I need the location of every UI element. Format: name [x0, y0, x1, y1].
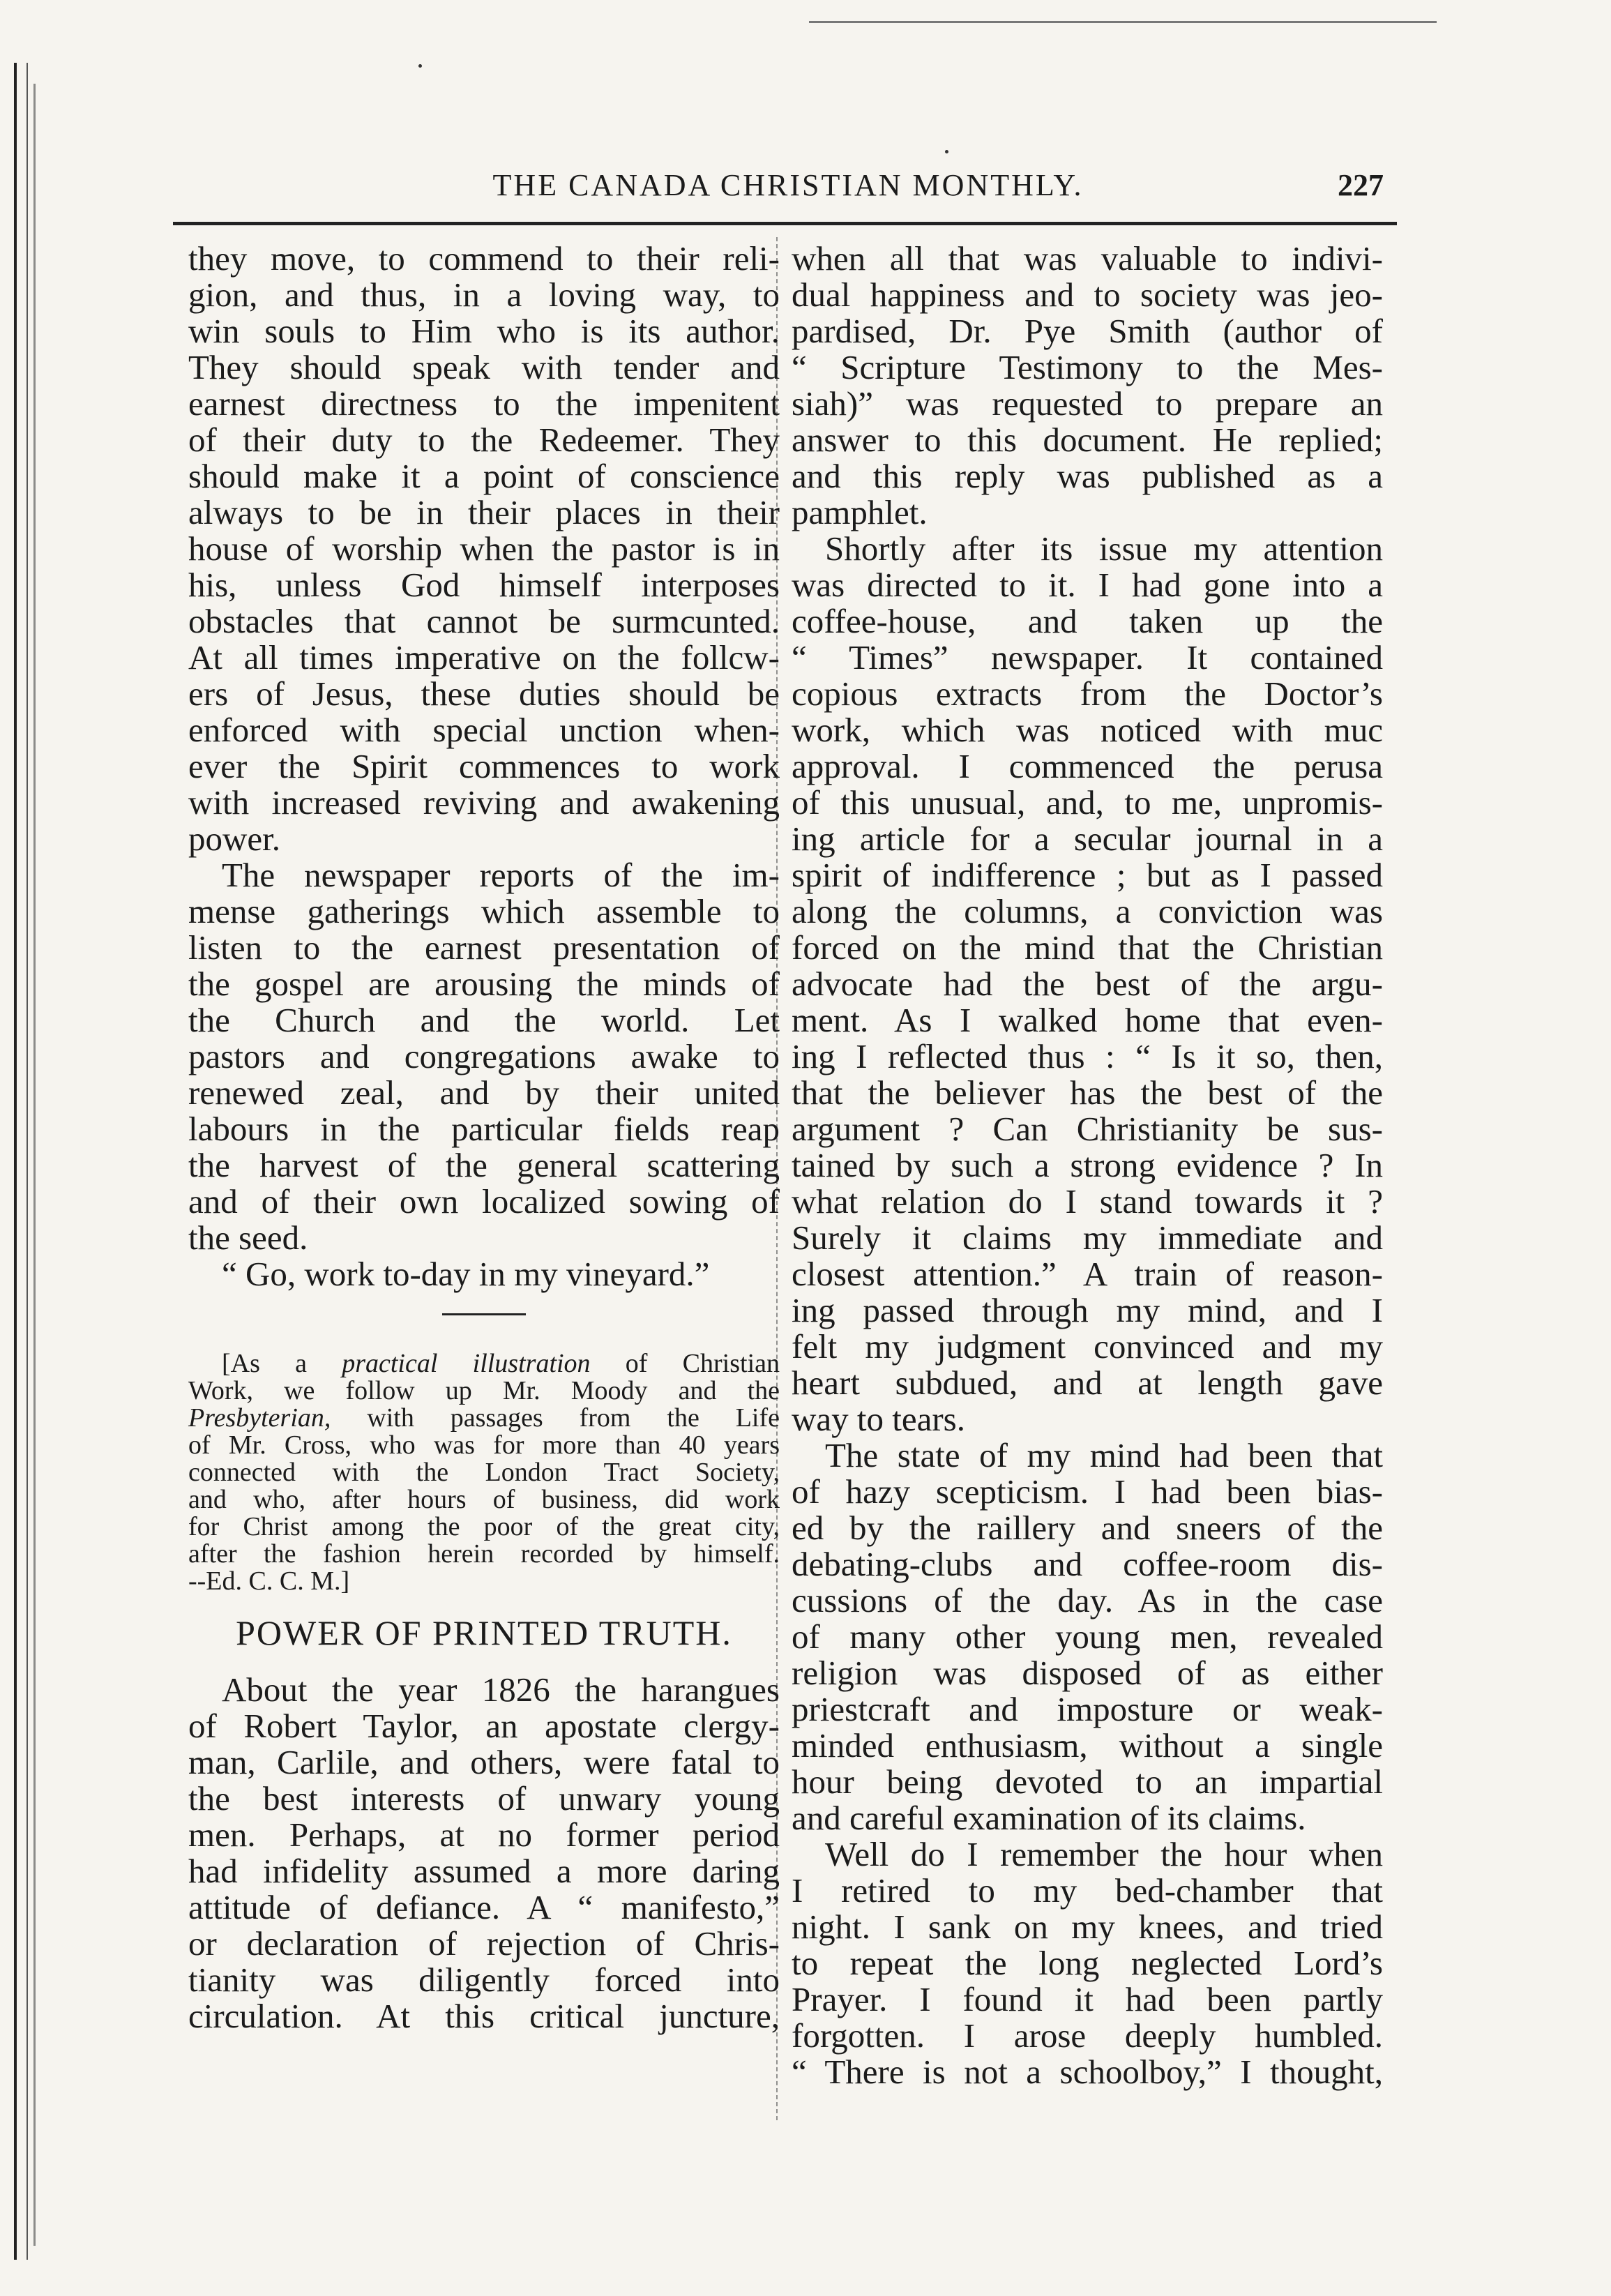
- text-line: the gospel are arousing the minds of: [188, 965, 780, 1003]
- text-line: renewed zeal, and by their united: [188, 1073, 780, 1112]
- text-line: with increased reviving and awakening: [188, 783, 780, 822]
- text-line: tained by such a strong evidence ? In: [792, 1146, 1383, 1184]
- text-line: coffee-house, and taken up the: [792, 602, 1383, 640]
- text-line: and this reply was published as a: [792, 457, 1383, 495]
- text-line: priestcraft and imposture or weak-: [792, 1690, 1383, 1728]
- note-line: of Mr. Cross, who was for more than 40 years: [188, 1430, 780, 1460]
- text-line: along the columns, a conviction was: [792, 892, 1383, 930]
- text-line: Well do I remember the hour when: [825, 1835, 1383, 1873]
- text-line: Surely it claims my immediate and: [792, 1218, 1383, 1257]
- top-margin-rule: [809, 21, 1437, 23]
- text-line: minded enthusiasm, without a single: [792, 1726, 1383, 1765]
- text-line: ing article for a secular journal in a: [792, 820, 1383, 858]
- text-line: house of worship when the pastor is in: [188, 529, 780, 568]
- running-header-title: THE CANADA CHRISTIAN MONTHLY.: [492, 168, 1084, 202]
- text-line: and careful examination of its claims.: [792, 1799, 1306, 1837]
- note-italic: practical illustration: [342, 1349, 591, 1378]
- text-line: siah)” was requested to prepare an: [792, 384, 1383, 423]
- text-line: religion was disposed of as either: [792, 1654, 1383, 1692]
- text-line: earnest directness to the impenitent: [188, 384, 780, 423]
- section-separator: [442, 1313, 526, 1315]
- note-text: [As a: [222, 1349, 307, 1378]
- text-line: answer to this document. He replied;: [792, 421, 1383, 459]
- text-line: always to be in their places in their: [188, 493, 780, 531]
- text-line: ment. As I walked home that even-: [792, 1001, 1383, 1039]
- text-line: circulation. At this critical juncture,: [188, 1997, 780, 2035]
- note-line: [188, 1405, 780, 1432]
- text-line: of Robert Taylor, an apostate clergy-: [188, 1707, 780, 1745]
- text-line: About the year 1826 the harangues: [222, 1670, 780, 1709]
- text-line: had infidelity assumed a more daring: [188, 1852, 780, 1890]
- text-line: Prayer. I found it had been partly: [792, 1980, 1383, 2018]
- text-line: or declaration of rejection of Chris-: [188, 1924, 780, 1963]
- paragraph: [792, 241, 1383, 531]
- text-line: was directed to it. I had gone into a: [792, 566, 1383, 604]
- text-line: pamphlet.: [792, 493, 928, 531]
- text-line: forgotten. I arose deeply humbled.: [792, 2016, 1383, 2055]
- text-line: The state of my mind had been that: [825, 1436, 1383, 1474]
- text-line: “ Scripture Testimony to the Mes-: [792, 348, 1383, 386]
- paragraph: [792, 531, 1383, 1437]
- editor-note: [188, 1350, 780, 1595]
- right-column: [792, 241, 1383, 2090]
- text-line: night. I sank on my knees, and tried: [792, 1908, 1383, 1946]
- text-line: They should speak with tender and: [188, 348, 780, 386]
- text-line: “ There is not a schoolboy,” I thought,: [792, 2053, 1383, 2091]
- note-text: with passages from the Life: [367, 1403, 780, 1433]
- text-line: the seed.: [188, 1218, 308, 1257]
- text-line: listen to the earnest presentation of: [188, 928, 780, 967]
- text-line: the Church and the world. Let: [188, 1001, 780, 1039]
- text-line: of this unusual, and, to me, unpromis-: [792, 783, 1383, 822]
- paragraph: [188, 1672, 780, 2034]
- text-line: they move, to commend to their reli-: [188, 239, 780, 278]
- text-line: ed by the raillery and sneers of the: [792, 1509, 1383, 1547]
- text-line: hour being devoted to an impartial: [792, 1762, 1383, 1801]
- text-line: ing passed through my mind, and I: [792, 1291, 1383, 1329]
- note-line: connected with the London Tract Society,: [188, 1458, 780, 1487]
- text-line: dual happiness and to society was jeo-: [792, 275, 1383, 314]
- text-line: The newspaper reports of the im-: [222, 856, 780, 894]
- text-line: tianity was diligently forced into: [188, 1961, 780, 1999]
- text-line: felt my judgment convinced and my: [792, 1327, 1383, 1366]
- text-line: At all times imperative on the follcw-: [188, 638, 780, 677]
- text-line: ers of Jesus, these duties should be: [188, 674, 780, 713]
- article-heading: POWER OF PRINTED TRUTH.: [236, 1613, 732, 1652]
- paragraph: [792, 1836, 1383, 2090]
- text-line: gion, and thus, in a loving way, to: [188, 275, 780, 314]
- text-line: advocate had the best of the argu-: [792, 965, 1383, 1003]
- text-line: enforced with special unction when-: [188, 711, 780, 749]
- text-line: Shortly after its issue my attention: [825, 529, 1383, 568]
- text-line: his, unless God himself interposes: [188, 566, 780, 604]
- text-line: to repeat the long neglected Lord’s: [792, 1944, 1383, 1982]
- text-line: the harvest of the general scattering: [188, 1146, 780, 1184]
- text-line: cussions of the day. As in the case: [792, 1581, 1383, 1619]
- text-line: and of their own localized sowing of: [188, 1182, 780, 1221]
- text-line: win souls to Him who is its author.: [188, 312, 780, 350]
- text-line: that the believer has the best of the: [792, 1073, 1383, 1112]
- header-rule: [173, 222, 1397, 225]
- text-line: mense gatherings which assemble to: [188, 892, 780, 930]
- paragraph: [188, 857, 780, 1256]
- text-line: heart subdued, and at length gave: [792, 1364, 1383, 1402]
- text-line: copious extracts from the Doctor’s: [792, 674, 1383, 713]
- note-text: of Christian: [625, 1349, 780, 1378]
- ink-speck: [945, 150, 948, 153]
- text-line: should make it a point of conscience: [188, 457, 780, 495]
- text-line: I retired to my bed-chamber that: [792, 1871, 1383, 1910]
- note-line: for Christ among the poor of the great city,: [188, 1512, 780, 1541]
- note-line: and who, after hours of business, did work: [188, 1485, 780, 1514]
- text-line: power.: [188, 820, 280, 858]
- text-line: when all that was valuable to indivi-: [792, 239, 1383, 278]
- note-italic: Presbyterian,: [188, 1403, 331, 1433]
- page-binding-shadow: [33, 84, 36, 2246]
- note-line: Work, we follow up Mr. Moody and the: [188, 1376, 780, 1405]
- text-line: approval. I commenced the perusa: [792, 747, 1383, 785]
- page-number: 227: [1338, 168, 1384, 202]
- text-line: pardised, Dr. Pye Smith (author of: [792, 312, 1383, 350]
- text-line: of many other young men, revealed: [792, 1617, 1383, 1656]
- text-line: work, which was noticed with muc: [792, 711, 1383, 749]
- text-line: attitude of defiance. A “ manifesto,”: [188, 1888, 780, 1926]
- text-line: labours in the particular fields reap: [188, 1110, 780, 1148]
- text-line: man, Carlile, and others, were fatal to: [188, 1743, 780, 1781]
- text-line: obstacles that cannot be surmcunted.: [188, 602, 780, 640]
- note-line: [188, 1350, 780, 1377]
- text-line: argument ? Can Christianity be sus-: [792, 1110, 1383, 1148]
- paragraph: [792, 1437, 1383, 1836]
- text-line: “ Times” newspaper. It contained: [792, 638, 1383, 677]
- text-line: pastors and congregations awake to: [188, 1037, 780, 1075]
- paragraph: [188, 241, 780, 857]
- text-line: what relation do I stand towards it ?: [792, 1182, 1383, 1221]
- scripture-quote: “ Go, work to-day in my vineyard.”: [222, 1255, 710, 1293]
- text-line: ing I reflected thus : “ Is it so, then,: [792, 1037, 1383, 1075]
- text-line: ever the Spirit commences to work: [188, 747, 780, 785]
- text-line: forced on the mind that the Christian: [792, 928, 1383, 967]
- text-line: the best interests of unwary young: [188, 1779, 780, 1818]
- text-line: men. Perhaps, at no former period: [188, 1815, 780, 1854]
- text-line: closest attention.” A train of reason-: [792, 1255, 1383, 1293]
- note-line: after the fashion herein recorded by himself.: [188, 1539, 780, 1569]
- note-line: --Ed. C. C. M.]: [188, 1566, 350, 1596]
- text-line: way to tears.: [792, 1400, 965, 1438]
- text-line: of hazy scepticism. I had been bias-: [792, 1472, 1383, 1511]
- text-line: spirit of indifference ; but as I passed: [792, 856, 1383, 894]
- page-binding-edge: [14, 63, 28, 2260]
- ink-speck: [418, 64, 422, 68]
- left-column: [188, 241, 780, 2034]
- text-line: debating-clubs and coffee-room dis-: [792, 1545, 1383, 1583]
- text-line: of their duty to the Redeemer. They: [188, 421, 780, 459]
